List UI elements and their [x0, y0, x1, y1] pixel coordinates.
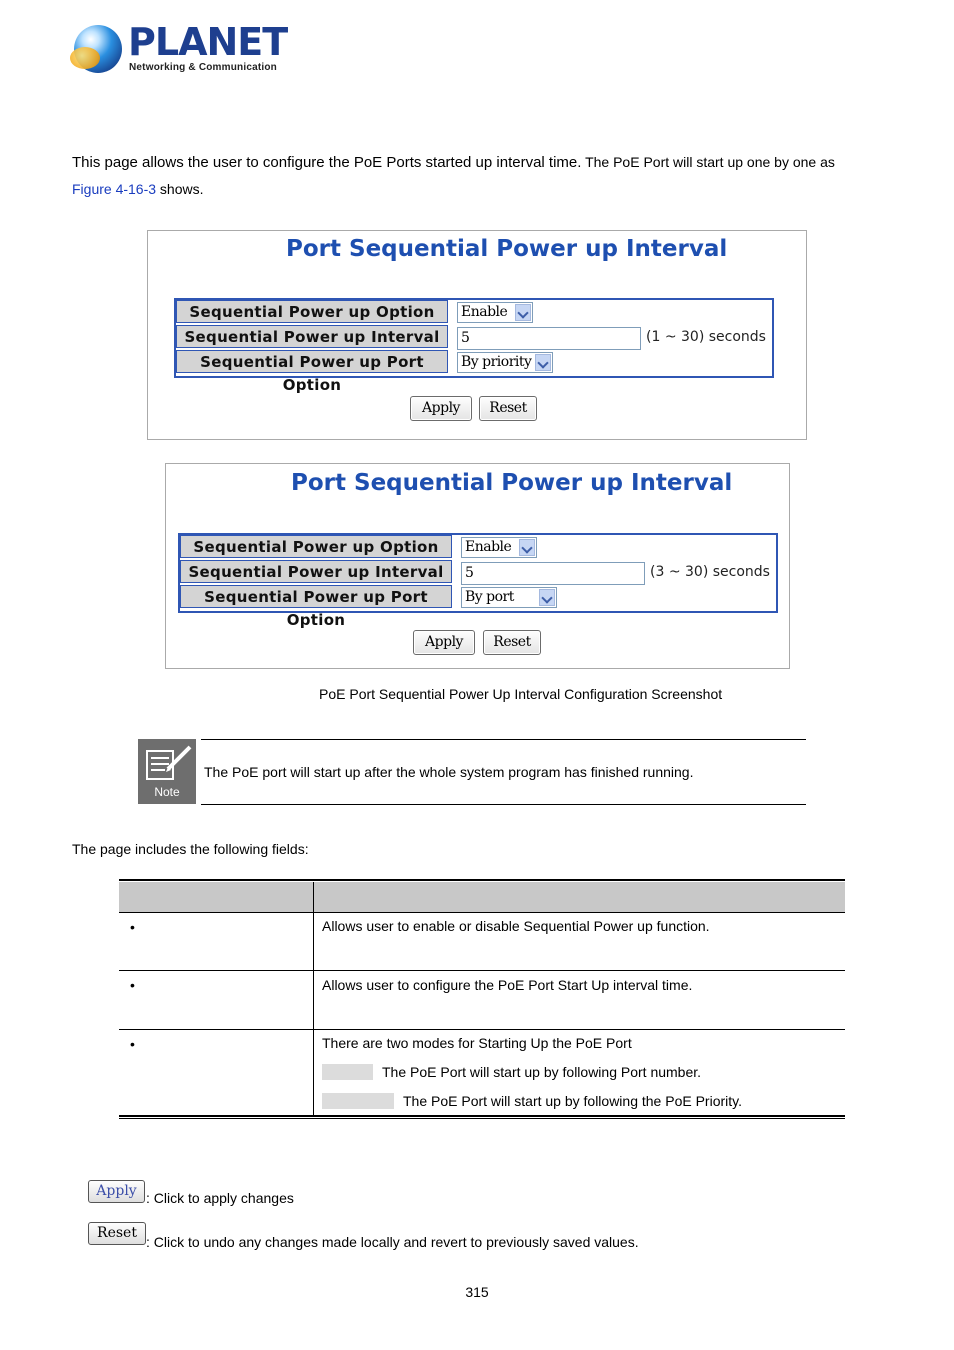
- table-row-bullet: •: [130, 1036, 135, 1052]
- logo-wordmark: PLANET: [128, 20, 288, 64]
- apply-button[interactable]: Apply: [410, 396, 472, 421]
- port-option-select[interactable]: [457, 352, 553, 373]
- interval-range-unit: (3 ~ 30) seconds: [650, 564, 770, 580]
- config-table: [178, 533, 778, 629]
- table-row-sub: The PoE Port will start up by following the PoE Priority.: [403, 1093, 742, 1109]
- chevron-down-icon[interactable]: [515, 304, 531, 321]
- note-text: The PoE port will start up after the whole system program has finished running.: [204, 764, 694, 780]
- table-row-desc: Allows user to enable or disable Sequential Power up function.: [322, 918, 710, 934]
- label-port-option: Sequential Power up Port Option: [176, 350, 448, 373]
- reset-button-example[interactable]: Reset: [88, 1222, 146, 1245]
- table-row-sub: The PoE Port will start up by following Port number.: [382, 1064, 702, 1080]
- table-row-shade: [322, 1064, 373, 1080]
- row-port-option: [176, 350, 772, 394]
- intro-paragraph-line-2: [72, 181, 204, 197]
- label-interval: Sequential Power up Interval: [176, 325, 448, 348]
- row-power-up-option: [180, 535, 776, 560]
- notepad-pencil-icon: [138, 739, 196, 785]
- port-option-value: By port: [465, 589, 514, 605]
- chevron-down-icon[interactable]: [519, 539, 535, 556]
- table-row-bullet: •: [130, 977, 135, 993]
- table-bottom-rule: [119, 1115, 845, 1117]
- row-power-up-interval: [180, 560, 776, 585]
- apply-button-help: : Click to apply changes: [146, 1190, 294, 1206]
- port-option-value: By priority: [461, 354, 532, 370]
- page-number: 315: [465, 1284, 489, 1300]
- intro-sentence-2: The PoE Port will start up one by one as: [581, 154, 835, 170]
- config-panel-priority: [147, 230, 807, 440]
- reset-button[interactable]: Reset: [483, 630, 541, 655]
- fields-intro: The page includes the following fields:: [72, 841, 309, 857]
- table-row-bullet: •: [130, 919, 135, 935]
- reset-button-help: : Click to undo any changes made locally and revert to previously saved values.: [146, 1234, 639, 1250]
- table-column-divider: [313, 882, 314, 1116]
- apply-button[interactable]: Apply: [413, 630, 475, 655]
- planet-logo-globe-icon: [74, 25, 122, 73]
- table-row-shade: [322, 1093, 394, 1109]
- intro-paragraph: [72, 152, 835, 173]
- row-port-option: [180, 585, 776, 629]
- label-port-option: Sequential Power up Port Option: [180, 585, 452, 608]
- figure-caption: PoE Port Sequential Power Up Interval Configuration Screenshot: [319, 686, 723, 702]
- row-power-up-interval: [176, 325, 772, 350]
- note-icon: [138, 739, 196, 804]
- apply-button-example[interactable]: Apply: [88, 1180, 145, 1203]
- label-option: Sequential Power up Option: [176, 300, 448, 323]
- table-row-desc: Allows user to configure the PoE Port Start Up interval time.: [322, 977, 693, 993]
- port-option-select[interactable]: [461, 587, 557, 608]
- option-select-value: Enable: [465, 539, 512, 555]
- config-panel-port: [165, 463, 790, 669]
- note-rule-top: [201, 739, 806, 740]
- note-rule-bottom: [201, 804, 806, 805]
- label-interval: Sequential Power up Interval: [180, 560, 452, 583]
- row-power-up-option: [176, 300, 772, 325]
- reset-button[interactable]: Reset: [479, 396, 537, 421]
- intro-shows: shows.: [156, 181, 204, 197]
- interval-range-unit: (1 ~ 30) seconds: [646, 329, 766, 345]
- table-top-rule: [119, 879, 845, 881]
- option-select[interactable]: [457, 302, 533, 323]
- table-bottom-rule: [119, 1118, 845, 1119]
- label-option: Sequential Power up Option: [180, 535, 452, 558]
- logo-tagline: Networking & Communication: [129, 62, 277, 73]
- chevron-down-icon[interactable]: [539, 589, 555, 606]
- chevron-down-icon[interactable]: [535, 354, 551, 371]
- panel-title: Port Sequential Power up Interval: [286, 236, 728, 262]
- table-row-rule: [119, 1029, 845, 1030]
- table-row-desc: There are two modes for Starting Up the PoE Port: [322, 1035, 632, 1051]
- table-header-rule: [119, 912, 845, 913]
- panel-title: Port Sequential Power up Interval: [291, 470, 733, 496]
- interval-input[interactable]: 5: [461, 562, 645, 585]
- intro-sentence-1: This page allows the user to configure the PoE Ports started up interval time.: [72, 154, 582, 171]
- config-table: [174, 298, 774, 394]
- option-select[interactable]: [461, 537, 537, 558]
- note-icon-label: Note: [154, 785, 180, 799]
- option-select-value: Enable: [461, 304, 508, 320]
- table-row-rule: [119, 970, 845, 971]
- figure-reference-link[interactable]: Figure 4-16-3: [72, 181, 157, 197]
- interval-input[interactable]: 5: [457, 327, 641, 350]
- table-header: [119, 882, 845, 912]
